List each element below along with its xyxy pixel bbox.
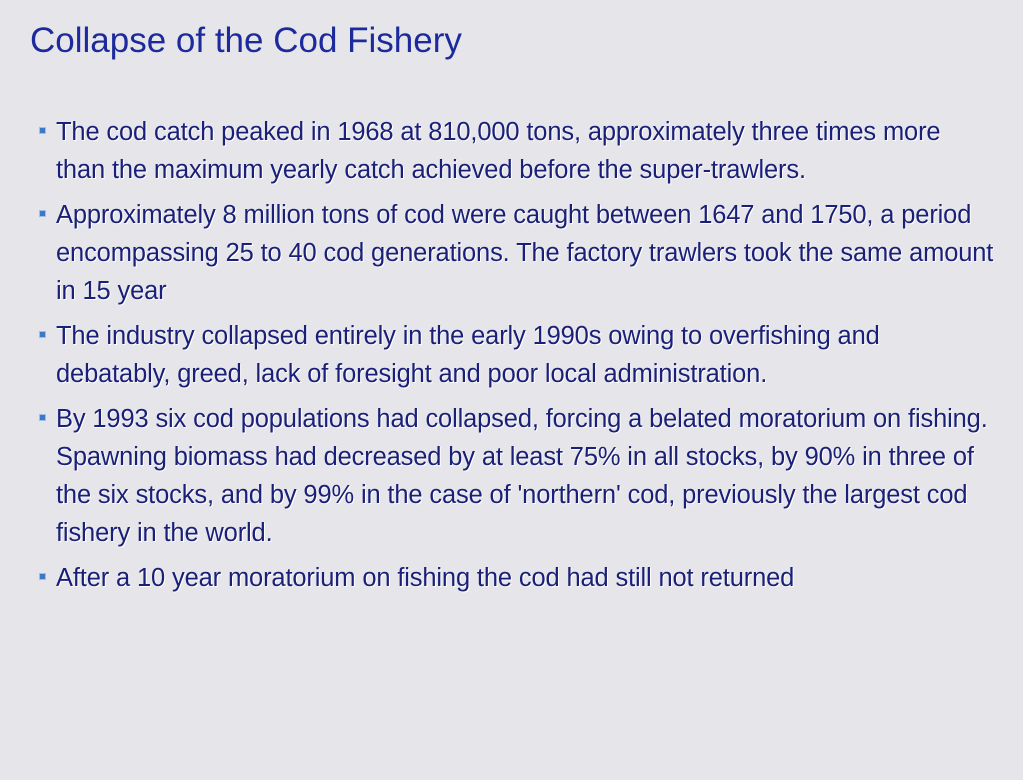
bullet-text: By 1993 six cod populations had collapsed, forcing a belated moratorium on fishing. Spawning biomass had decreased by at least 75% in all stocks, by 90% in three of the six stocks, and by 99% in the case of 'northern' cod, previously the largest cod fishery in the world. bbox=[56, 405, 988, 547]
bullet-text: Approximately 8 million tons of cod were caught between 1647 and 1750, a period encompassing 25 to 40 cod generations. The factory trawlers took the same amount in 15 year bbox=[56, 201, 994, 305]
bullet-text: After a 10 year moratorium on fishing the cod had still not returned bbox=[56, 564, 795, 592]
bullet-text: The cod catch peaked in 1968 at 810,000 tons, approximately three times more than the maximum yearly catch achieved before the super-trawlers. bbox=[56, 118, 941, 184]
bullet-item bbox=[36, 559, 996, 597]
bullet-list bbox=[36, 113, 996, 604]
bullet-text: The industry collapsed entirely in the early 1990s owing to overfishing and debatably, greed, lack of foresight and poor local administration. bbox=[56, 322, 880, 388]
bullet-item bbox=[36, 317, 996, 393]
square-bullet-icon bbox=[36, 113, 56, 151]
bullet-item bbox=[36, 400, 996, 552]
square-bullet-icon bbox=[36, 400, 56, 438]
square-bullet-icon bbox=[36, 559, 56, 597]
bullet-item bbox=[36, 113, 996, 189]
slide-title: Collapse of the Cod Fishery bbox=[30, 21, 462, 60]
square-bullet-icon bbox=[36, 196, 56, 234]
bullet-item bbox=[36, 196, 996, 310]
square-bullet-icon bbox=[36, 317, 56, 355]
